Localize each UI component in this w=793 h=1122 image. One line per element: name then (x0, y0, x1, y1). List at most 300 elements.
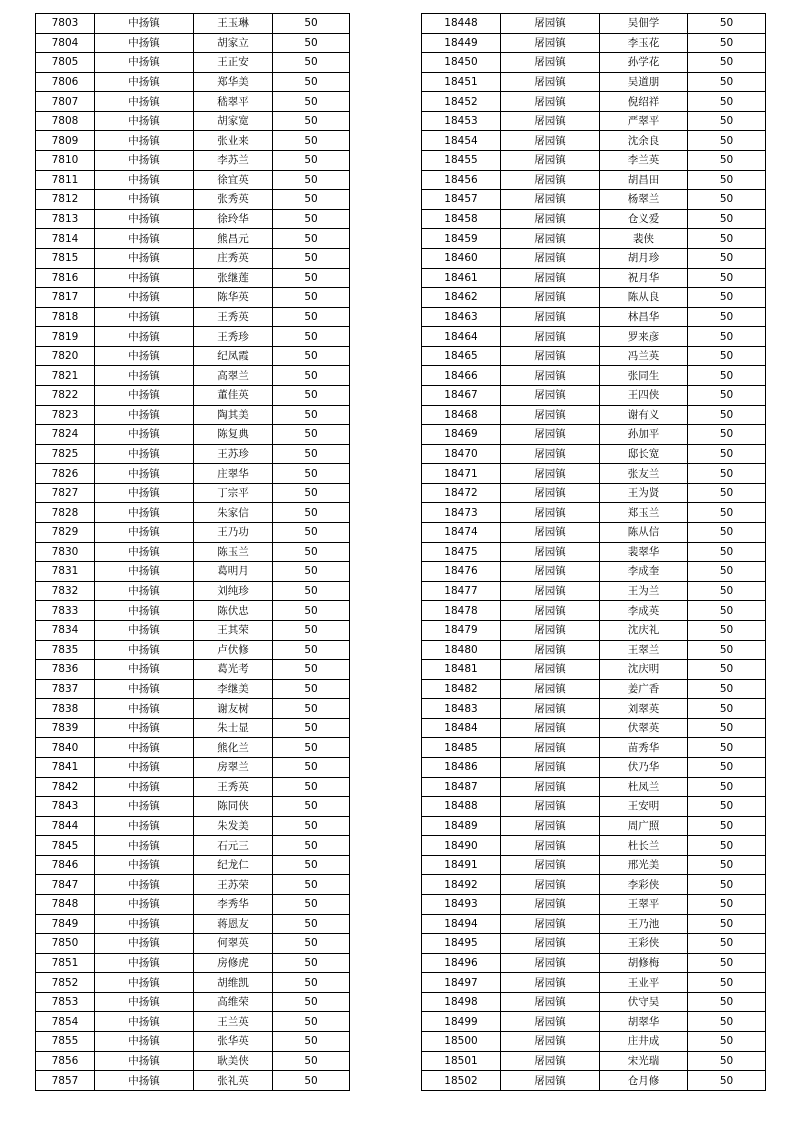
name-cell: 朱士显 (194, 718, 273, 738)
name-cell: 王玉琳 (194, 14, 273, 34)
name-cell: 沈庆明 (600, 660, 688, 680)
id-cell: 18479 (422, 620, 501, 640)
id-cell: 18497 (422, 973, 501, 993)
town-cell: 中扬镇 (95, 33, 194, 53)
town-cell: 中扬镇 (95, 248, 194, 268)
town-cell: 屠园镇 (501, 855, 600, 875)
amount-cell: 50 (273, 953, 350, 973)
name-cell: 葛明月 (194, 562, 273, 582)
amount-cell: 50 (273, 1071, 350, 1091)
id-cell: 7842 (36, 777, 95, 797)
name-cell: 宋光瑞 (600, 1051, 688, 1071)
name-cell: 伏乃华 (600, 757, 688, 777)
table-row (422, 190, 766, 210)
town-cell: 屠园镇 (501, 660, 600, 680)
table-row (422, 288, 766, 308)
town-cell: 屠园镇 (501, 405, 600, 425)
table-row (36, 1032, 350, 1052)
name-cell: 张友兰 (600, 464, 688, 484)
table-row (422, 1051, 766, 1071)
table-row (422, 953, 766, 973)
name-cell: 刘翠英 (600, 699, 688, 719)
id-cell: 18488 (422, 797, 501, 817)
table-row (422, 836, 766, 856)
id-cell: 18466 (422, 366, 501, 386)
table-row (36, 385, 350, 405)
amount-cell: 50 (273, 797, 350, 817)
amount-cell: 50 (273, 1051, 350, 1071)
town-cell: 中扬镇 (95, 992, 194, 1012)
id-cell: 7841 (36, 757, 95, 777)
town-cell: 中扬镇 (95, 444, 194, 464)
table-row (36, 679, 350, 699)
id-cell: 7843 (36, 797, 95, 817)
amount-cell: 50 (273, 464, 350, 484)
id-cell: 18477 (422, 581, 501, 601)
town-cell: 屠园镇 (501, 209, 600, 229)
left-table (35, 13, 350, 1091)
table-row (422, 483, 766, 503)
town-cell: 中扬镇 (95, 601, 194, 621)
name-cell: 姜广香 (600, 679, 688, 699)
table-row (422, 385, 766, 405)
amount-cell: 50 (688, 855, 766, 875)
town-cell: 屠园镇 (501, 1012, 600, 1032)
name-cell: 周广照 (600, 816, 688, 836)
town-cell: 屠园镇 (501, 444, 600, 464)
table-row (422, 738, 766, 758)
id-cell: 18455 (422, 151, 501, 171)
id-cell: 7812 (36, 190, 95, 210)
amount-cell: 50 (688, 992, 766, 1012)
id-cell: 18452 (422, 92, 501, 112)
amount-cell: 50 (273, 405, 350, 425)
id-cell: 7809 (36, 131, 95, 151)
amount-cell: 50 (688, 934, 766, 954)
id-cell: 7825 (36, 444, 95, 464)
amount-cell: 50 (273, 973, 350, 993)
amount-cell: 50 (273, 757, 350, 777)
amount-cell: 50 (688, 523, 766, 543)
table-row (422, 973, 766, 993)
table-row (422, 562, 766, 582)
town-cell: 中扬镇 (95, 620, 194, 640)
table-row (36, 1071, 350, 1091)
amount-cell: 50 (273, 190, 350, 210)
table-row (36, 718, 350, 738)
name-cell: 高翠兰 (194, 366, 273, 386)
table-row (422, 503, 766, 523)
name-cell: 王翠平 (600, 895, 688, 915)
table-row (36, 14, 350, 34)
table-row (36, 523, 350, 543)
town-cell: 中扬镇 (95, 190, 194, 210)
id-cell: 7840 (36, 738, 95, 758)
id-cell: 7815 (36, 248, 95, 268)
name-cell: 庄秀英 (194, 248, 273, 268)
name-cell: 陈伏忠 (194, 601, 273, 621)
name-cell: 王正安 (194, 53, 273, 73)
name-cell: 胡昌田 (600, 170, 688, 190)
id-cell: 18468 (422, 405, 501, 425)
table-row (422, 1032, 766, 1052)
table-row (36, 33, 350, 53)
town-cell: 屠园镇 (501, 151, 600, 171)
id-cell: 7847 (36, 875, 95, 895)
table-row (36, 288, 350, 308)
name-cell: 董佳英 (194, 385, 273, 405)
id-cell: 18485 (422, 738, 501, 758)
id-cell: 18500 (422, 1032, 501, 1052)
town-cell: 屠园镇 (501, 816, 600, 836)
id-cell: 7829 (36, 523, 95, 543)
amount-cell: 50 (688, 385, 766, 405)
table-row (36, 699, 350, 719)
town-cell: 屠园镇 (501, 640, 600, 660)
table-row (422, 992, 766, 1012)
id-cell: 18502 (422, 1071, 501, 1091)
amount-cell: 50 (688, 151, 766, 171)
name-cell: 冯兰英 (600, 346, 688, 366)
id-cell: 7854 (36, 1012, 95, 1032)
name-cell: 胡翠华 (600, 1012, 688, 1032)
table-row (36, 248, 350, 268)
name-cell: 沈庆礼 (600, 620, 688, 640)
name-cell: 邸长宽 (600, 444, 688, 464)
table-row (36, 914, 350, 934)
id-cell: 7835 (36, 640, 95, 660)
town-cell: 屠园镇 (501, 953, 600, 973)
id-cell: 18469 (422, 425, 501, 445)
name-cell: 王兰英 (194, 1012, 273, 1032)
table-row (422, 855, 766, 875)
amount-cell: 50 (688, 503, 766, 523)
name-cell: 蒋恩友 (194, 914, 273, 934)
amount-cell: 50 (688, 170, 766, 190)
amount-cell: 50 (273, 366, 350, 386)
table-row (422, 660, 766, 680)
town-cell: 中扬镇 (95, 307, 194, 327)
amount-cell: 50 (273, 581, 350, 601)
id-cell: 18481 (422, 660, 501, 680)
table-row (36, 268, 350, 288)
town-cell: 中扬镇 (95, 425, 194, 445)
name-cell: 王业平 (600, 973, 688, 993)
table-row (36, 425, 350, 445)
id-cell: 7817 (36, 288, 95, 308)
name-cell: 胡家宽 (194, 111, 273, 131)
amount-cell: 50 (688, 777, 766, 797)
id-cell: 7804 (36, 33, 95, 53)
id-cell: 18450 (422, 53, 501, 73)
name-cell: 沈余良 (600, 131, 688, 151)
amount-cell: 50 (273, 777, 350, 797)
name-cell: 张继莲 (194, 268, 273, 288)
amount-cell: 50 (273, 53, 350, 73)
town-cell: 屠园镇 (501, 385, 600, 405)
name-cell: 何翠英 (194, 934, 273, 954)
amount-cell: 50 (688, 1071, 766, 1091)
id-cell: 7811 (36, 170, 95, 190)
town-cell: 屠园镇 (501, 738, 600, 758)
amount-cell: 50 (688, 288, 766, 308)
amount-cell: 50 (273, 229, 350, 249)
town-cell: 屠园镇 (501, 836, 600, 856)
id-cell: 18491 (422, 855, 501, 875)
amount-cell: 50 (273, 601, 350, 621)
id-cell: 7834 (36, 620, 95, 640)
name-cell: 王苏荣 (194, 875, 273, 895)
name-cell: 杨翠兰 (600, 190, 688, 210)
id-cell: 7836 (36, 660, 95, 680)
table-row (422, 699, 766, 719)
id-cell: 18499 (422, 1012, 501, 1032)
id-cell: 18476 (422, 562, 501, 582)
name-cell: 卢伏修 (194, 640, 273, 660)
town-cell: 屠园镇 (501, 170, 600, 190)
name-cell: 房修虎 (194, 953, 273, 973)
town-cell: 屠园镇 (501, 914, 600, 934)
amount-cell: 50 (688, 209, 766, 229)
amount-cell: 50 (688, 640, 766, 660)
town-cell: 屠园镇 (501, 895, 600, 915)
name-cell: 吴道朋 (600, 72, 688, 92)
table-row (422, 33, 766, 53)
id-cell: 7856 (36, 1051, 95, 1071)
id-cell: 18454 (422, 131, 501, 151)
table-row (36, 72, 350, 92)
table-row (422, 229, 766, 249)
table-row (422, 425, 766, 445)
id-cell: 18493 (422, 895, 501, 915)
name-cell: 陈华英 (194, 288, 273, 308)
table-row (422, 934, 766, 954)
id-cell: 18453 (422, 111, 501, 131)
id-cell: 7828 (36, 503, 95, 523)
table-row (36, 209, 350, 229)
town-cell: 中扬镇 (95, 542, 194, 562)
table-row (36, 346, 350, 366)
table-row (422, 1071, 766, 1091)
id-cell: 18492 (422, 875, 501, 895)
table-row (422, 797, 766, 817)
table-row (36, 111, 350, 131)
table-row (422, 895, 766, 915)
amount-cell: 50 (273, 816, 350, 836)
table-row (422, 209, 766, 229)
amount-cell: 50 (688, 757, 766, 777)
id-cell: 7852 (36, 973, 95, 993)
table-row (36, 542, 350, 562)
town-cell: 屠园镇 (501, 248, 600, 268)
name-cell: 郑玉兰 (600, 503, 688, 523)
amount-cell: 50 (273, 385, 350, 405)
amount-cell: 50 (273, 307, 350, 327)
name-cell: 胡维凯 (194, 973, 273, 993)
amount-cell: 50 (273, 288, 350, 308)
id-cell: 7851 (36, 953, 95, 973)
amount-cell: 50 (688, 601, 766, 621)
table-row (422, 92, 766, 112)
id-cell: 18501 (422, 1051, 501, 1071)
name-cell: 陈玉兰 (194, 542, 273, 562)
right-table (421, 13, 766, 1091)
table-row (36, 229, 350, 249)
town-cell: 屠园镇 (501, 1071, 600, 1091)
id-cell: 7818 (36, 307, 95, 327)
id-cell: 18448 (422, 14, 501, 34)
id-cell: 18462 (422, 288, 501, 308)
amount-cell: 50 (273, 425, 350, 445)
amount-cell: 50 (688, 268, 766, 288)
id-cell: 18495 (422, 934, 501, 954)
town-cell: 屠园镇 (501, 131, 600, 151)
amount-cell: 50 (273, 718, 350, 738)
table-row (422, 816, 766, 836)
table-row (422, 14, 766, 34)
table-row (36, 562, 350, 582)
table-row (422, 875, 766, 895)
id-cell: 18471 (422, 464, 501, 484)
amount-cell: 50 (688, 307, 766, 327)
town-cell: 屠园镇 (501, 72, 600, 92)
table-row (422, 170, 766, 190)
table-row (36, 1012, 350, 1032)
name-cell: 王为贤 (600, 483, 688, 503)
town-cell: 中扬镇 (95, 53, 194, 73)
town-cell: 中扬镇 (95, 170, 194, 190)
amount-cell: 50 (688, 229, 766, 249)
id-cell: 18478 (422, 601, 501, 621)
table-row (36, 307, 350, 327)
town-cell: 中扬镇 (95, 1071, 194, 1091)
table-row (36, 581, 350, 601)
town-cell: 中扬镇 (95, 327, 194, 347)
town-cell: 中扬镇 (95, 836, 194, 856)
table-row (422, 718, 766, 738)
town-cell: 中扬镇 (95, 366, 194, 386)
id-cell: 7831 (36, 562, 95, 582)
town-cell: 屠园镇 (501, 483, 600, 503)
table-row (36, 327, 350, 347)
name-cell: 王彩侠 (600, 934, 688, 954)
name-cell: 裴翠华 (600, 542, 688, 562)
id-cell: 18457 (422, 190, 501, 210)
amount-cell: 50 (688, 346, 766, 366)
amount-cell: 50 (273, 679, 350, 699)
amount-cell: 50 (688, 483, 766, 503)
amount-cell: 50 (688, 444, 766, 464)
amount-cell: 50 (688, 738, 766, 758)
id-cell: 7822 (36, 385, 95, 405)
name-cell: 吴佃学 (600, 14, 688, 34)
table-row (422, 523, 766, 543)
name-cell: 张秀英 (194, 190, 273, 210)
table-row (36, 875, 350, 895)
name-cell: 石元三 (194, 836, 273, 856)
name-cell: 林昌华 (600, 307, 688, 327)
amount-cell: 50 (273, 738, 350, 758)
town-cell: 屠园镇 (501, 268, 600, 288)
table-row (36, 934, 350, 954)
id-cell: 7848 (36, 895, 95, 915)
name-cell: 纪龙仁 (194, 855, 273, 875)
amount-cell: 50 (273, 268, 350, 288)
town-cell: 屠园镇 (501, 464, 600, 484)
town-cell: 中扬镇 (95, 1032, 194, 1052)
amount-cell: 50 (688, 425, 766, 445)
amount-cell: 50 (273, 33, 350, 53)
town-cell: 屠园镇 (501, 757, 600, 777)
amount-cell: 50 (688, 248, 766, 268)
amount-cell: 50 (273, 327, 350, 347)
id-cell: 18475 (422, 542, 501, 562)
table-row (36, 855, 350, 875)
amount-cell: 50 (273, 1032, 350, 1052)
town-cell: 中扬镇 (95, 209, 194, 229)
amount-cell: 50 (688, 953, 766, 973)
table-row (36, 131, 350, 151)
name-cell: 王秀珍 (194, 327, 273, 347)
table-row (422, 1012, 766, 1032)
name-cell: 徐玲华 (194, 209, 273, 229)
town-cell: 屠园镇 (501, 14, 600, 34)
amount-cell: 50 (273, 72, 350, 92)
name-cell: 仓义爱 (600, 209, 688, 229)
name-cell: 胡月珍 (600, 248, 688, 268)
table-row (422, 248, 766, 268)
name-cell: 王四侠 (600, 385, 688, 405)
town-cell: 屠园镇 (501, 1032, 600, 1052)
amount-cell: 50 (273, 934, 350, 954)
amount-cell: 50 (688, 131, 766, 151)
name-cell: 邢光美 (600, 855, 688, 875)
amount-cell: 50 (688, 542, 766, 562)
name-cell: 谢有义 (600, 405, 688, 425)
table-row (36, 151, 350, 171)
id-cell: 18474 (422, 523, 501, 543)
amount-cell: 50 (688, 914, 766, 934)
amount-cell: 50 (273, 111, 350, 131)
id-cell: 18486 (422, 757, 501, 777)
id-cell: 18489 (422, 816, 501, 836)
amount-cell: 50 (688, 973, 766, 993)
name-cell: 李玉花 (600, 33, 688, 53)
table-row (36, 190, 350, 210)
name-cell: 王苏珍 (194, 444, 273, 464)
town-cell: 屠园镇 (501, 111, 600, 131)
name-cell: 高维荣 (194, 992, 273, 1012)
town-cell: 中扬镇 (95, 895, 194, 915)
id-cell: 18464 (422, 327, 501, 347)
town-cell: 中扬镇 (95, 738, 194, 758)
id-cell: 7820 (36, 346, 95, 366)
town-cell: 中扬镇 (95, 405, 194, 425)
amount-cell: 50 (688, 464, 766, 484)
name-cell: 王秀英 (194, 307, 273, 327)
amount-cell: 50 (688, 327, 766, 347)
id-cell: 18484 (422, 718, 501, 738)
town-cell: 中扬镇 (95, 914, 194, 934)
town-cell: 屠园镇 (501, 581, 600, 601)
name-cell: 熊化兰 (194, 738, 273, 758)
town-cell: 中扬镇 (95, 660, 194, 680)
name-cell: 杜凤兰 (600, 777, 688, 797)
amount-cell: 50 (273, 855, 350, 875)
table-row (422, 151, 766, 171)
name-cell: 裴侠 (600, 229, 688, 249)
amount-cell: 50 (688, 190, 766, 210)
